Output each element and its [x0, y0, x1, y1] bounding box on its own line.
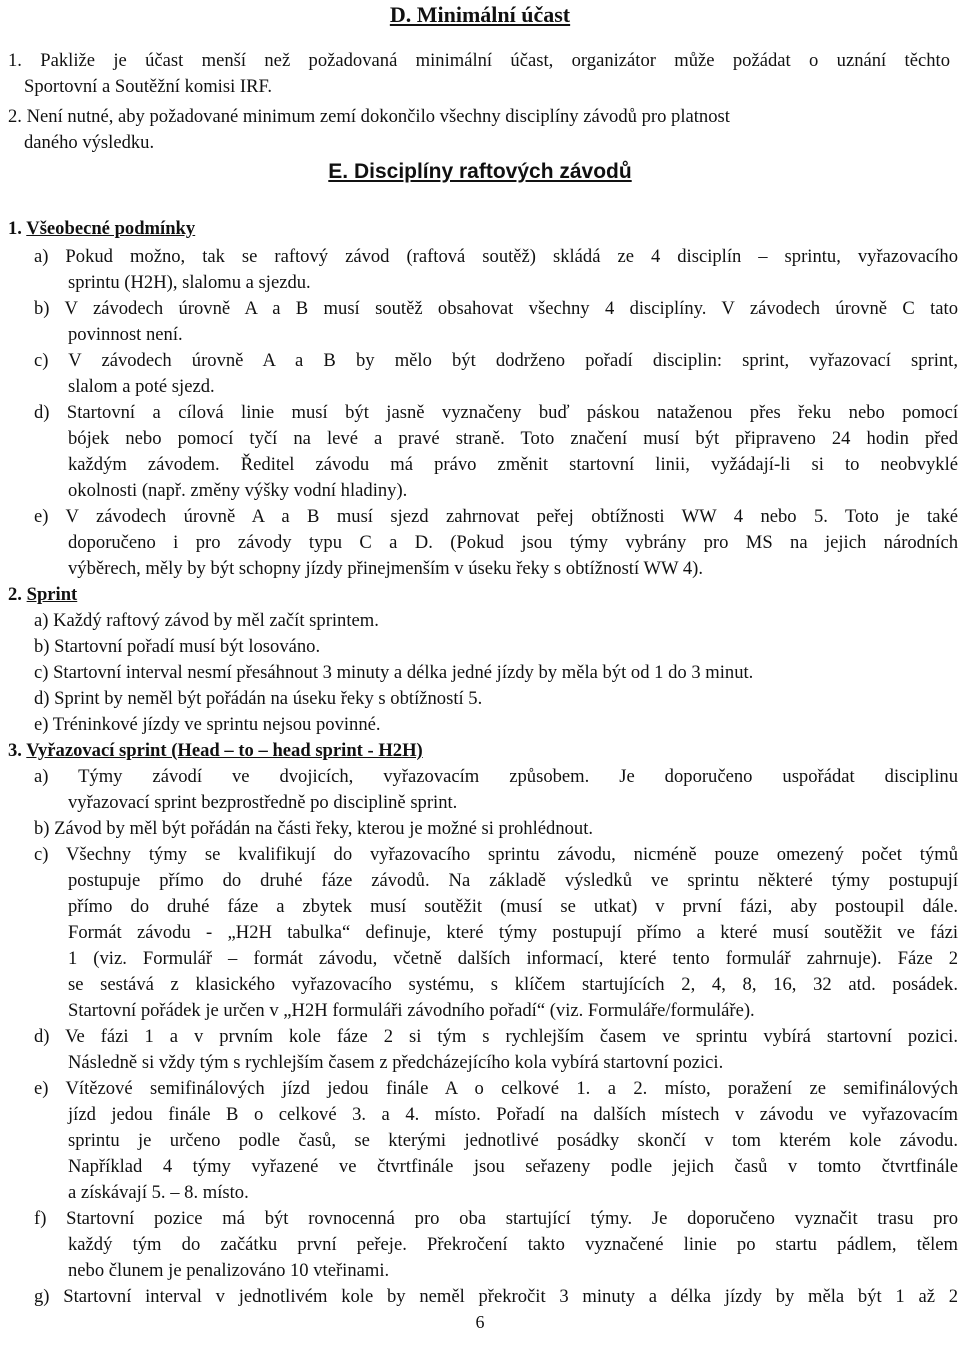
- h2-item-e: e) Tréninkové jízdy ve sprintu nejsou povinné.: [34, 714, 381, 735]
- h1-item-d-line-2: bójek nebo pomocí tyčí na levé a pravé straně. Toto značení musí být připraveno 24 hodin před: [68, 428, 958, 449]
- section-e-heading-3: [8, 738, 423, 764]
- h3-item-c-line-2: postupuje přímo do druhé fáze závodů. Na základě výsledků ve sprintu některé týmy postupují: [68, 870, 958, 891]
- h3-item-e-line-2: jízd jedou finále B o celkové 3. a 4. místo. Pořadí na dalších místech v závodu ve vyřazovacím: [68, 1104, 958, 1125]
- h3-item-d-line-1: d) Ve fázi 1 a v prvním kole fáze 2 si tým s rychlejším časem ve sprintu vybírá startovní pozici.: [34, 1026, 958, 1047]
- h3-item-e-line-3: sprintu je určeno podle časů, se kterými jednotlivé posádky skončí v tom kterém kole závodu.: [68, 1130, 958, 1151]
- h1-item-e-line-1: e) V závodech úrovně A a B musí sjezd zahrnovat peřej obtížnosti WW 4 nebo 5. Toto je také: [34, 506, 958, 527]
- section-d-item-2-line-1: 2. Není nutné, aby požadované minimum zemí dokončilo všechny disciplíny závodů pro platnost: [8, 106, 730, 127]
- h3-item-c-line-4: Formát závodu - „H2H tabulka“ definuje, které týmy postupují přímo a které musí soutěžit ve fázi: [68, 922, 958, 943]
- h3-item-c-line-5: 1 (viz. Formulář – formát závodu, včetně dalších informací, které tento formulář zahrnuje). Fáze 2: [68, 948, 958, 969]
- h1-item-b-line-1: b) V závodech úrovně A a B musí soutěž obsahovat všechny 4 disciplíny. V závodech úrovně C tato: [34, 298, 958, 319]
- page-number: 6: [475, 1312, 485, 1332]
- h1-item-d-line-4: okolnosti (např. změny výšky vodní hladiny).: [68, 480, 408, 501]
- heading-1-number: 1.: [8, 218, 22, 239]
- section-e-heading-1: [8, 216, 195, 242]
- h1-item-d-line-3: každým závodem. Ředitel závodu má právo změnit startovní linii, vyžádají-li si to neobvyklé: [68, 454, 958, 475]
- h1-item-e-line-3: výběrech, měly by být schopny jízdy přinejmenším v úseku řeky s obtížností WW 4).: [68, 558, 704, 579]
- h3-item-f-line-1: f) Startovní pozice má být rovnocenná pro oba startující týmy. Je doporučeno vyznačit trasu pro: [34, 1208, 958, 1229]
- h3-item-c-line-7: Startovní pořádek je určen v „H2H formuláři závodního pořadí“ (viz. Formuláře/formuláře).: [68, 1000, 755, 1021]
- h2-item-a: a) Každý raftový závod by měl začít sprintem.: [34, 610, 379, 631]
- h1-item-b-line-2: povinnost není.: [68, 324, 183, 345]
- h3-item-f-line-3: nebo člunem je penalizováno 10 vteřinami.: [68, 1260, 390, 1281]
- heading-3-label: Vyřazovací sprint (Head – to – head sprint - H2H): [26, 740, 423, 761]
- section-d-item-1-line-1: 1. Pakliže je účast menší než požadovaná minimální účast, organizátor může požádat o uznání těchto: [8, 50, 950, 71]
- h1-item-d-line-1: d) Startovní a cílová linie musí být jasně vyznačeny buď páskou nataženou přes řeku nebo pomocí: [34, 402, 958, 423]
- h3-item-a-line-1: a) Týmy závodí ve dvojicích, vyřazovacím způsobem. Je doporučeno uspořádat disciplinu: [34, 766, 958, 787]
- h1-item-c-line-1: c) V závodech úrovně A a B by mělo být dodrženo pořadí disciplin: sprint, vyřazovací sprint,: [34, 350, 958, 371]
- heading-1-label: Všeobecné podmínky: [26, 218, 196, 239]
- h2-item-c: c) Startovní interval nesmí přesáhnout 3 minuty a délka jedné jízdy by měla být od 1 do 3 minut.: [34, 662, 754, 683]
- section-e-title: E. Disciplíny raftových závodů: [328, 160, 632, 183]
- h3-item-c-line-1: c) Všechny týmy se kvalifikují do vyřazovacího sprintu závodu, nicméně pouze omezený počet týmů: [34, 844, 958, 865]
- section-e-heading-2: [8, 582, 77, 608]
- h1-item-a-line-1: a) Pokud možno, tak se raftový závod (raftová soutěž) skládá ze 4 disciplín – sprintu, vyřazovacího: [34, 246, 958, 267]
- h1-item-a-line-2: sprintu (H2H), slalomu a sjezdu.: [68, 272, 311, 293]
- h3-item-g-line-1: g) Startovní interval v jednotlivém kole by neměl překročit 3 minuty a délka jízdy by měla být 1 až 2: [34, 1286, 958, 1307]
- h1-item-c-line-2: slalom a poté sjezd.: [68, 376, 215, 397]
- h3-item-c-line-6: se sestává z klasického vyřazovacího systému, s klíčem startujících 2, 4, 8, 16, 32 atd. posádek.: [68, 974, 958, 995]
- h3-item-a-line-2: vyřazovací sprint bezprostředně po disciplině sprint.: [68, 792, 458, 813]
- h1-item-e-line-2: doporučeno i pro závody typu C a D. (Pokud jsou týmy vybrány pro MS na jejich národních: [68, 532, 958, 553]
- h3-item-b-line-1: b) Závod by měl být pořádán na části řeky, kterou je možné si prohlédnout.: [34, 818, 594, 839]
- h3-item-f-line-2: každý tým do začátku první peřeje. Překročení takto vyznačené linie po startu pádlem, tělem: [68, 1234, 958, 1255]
- h2-item-d: d) Sprint by neměl být pořádán na úseku řeky s obtížností 5.: [34, 688, 483, 709]
- h3-item-c-line-3: přímo do druhé fáze a zbytek musí soutěžit (musí se utkat) v první fázi, aby postoupil dále.: [68, 896, 958, 917]
- h2-item-b: b) Startovní pořadí musí být losováno.: [34, 636, 321, 657]
- h3-item-e-line-5: a získávají 5. – 8. místo.: [68, 1182, 249, 1203]
- section-d-item-1-line-2: Sportovní a Soutěžní komisi IRF.: [24, 76, 272, 97]
- heading-3-number: 3.: [8, 740, 22, 761]
- section-d-title: D. Minimální účast: [389, 2, 571, 27]
- section-d-item-2-line-2: daného výsledku.: [24, 132, 155, 153]
- heading-2-number: 2.: [8, 584, 22, 605]
- heading-2-label: Sprint: [26, 584, 78, 605]
- h3-item-e-line-4: Například 4 týmy vyřazené ve čtvrtfinále jsou seřazeny podle jejich časů v tomto čtvrtfinále: [68, 1156, 958, 1177]
- h3-item-e-line-1: e) Vítězové semifinálových jízd jedou finále A o celkové 1. a 2. místo, poražení ze semifinálových: [34, 1078, 958, 1099]
- h3-item-d-line-2: Následně si vždy tým s rychlejším časem z předcházejícího kola vybírá startovní pozici.: [68, 1052, 724, 1073]
